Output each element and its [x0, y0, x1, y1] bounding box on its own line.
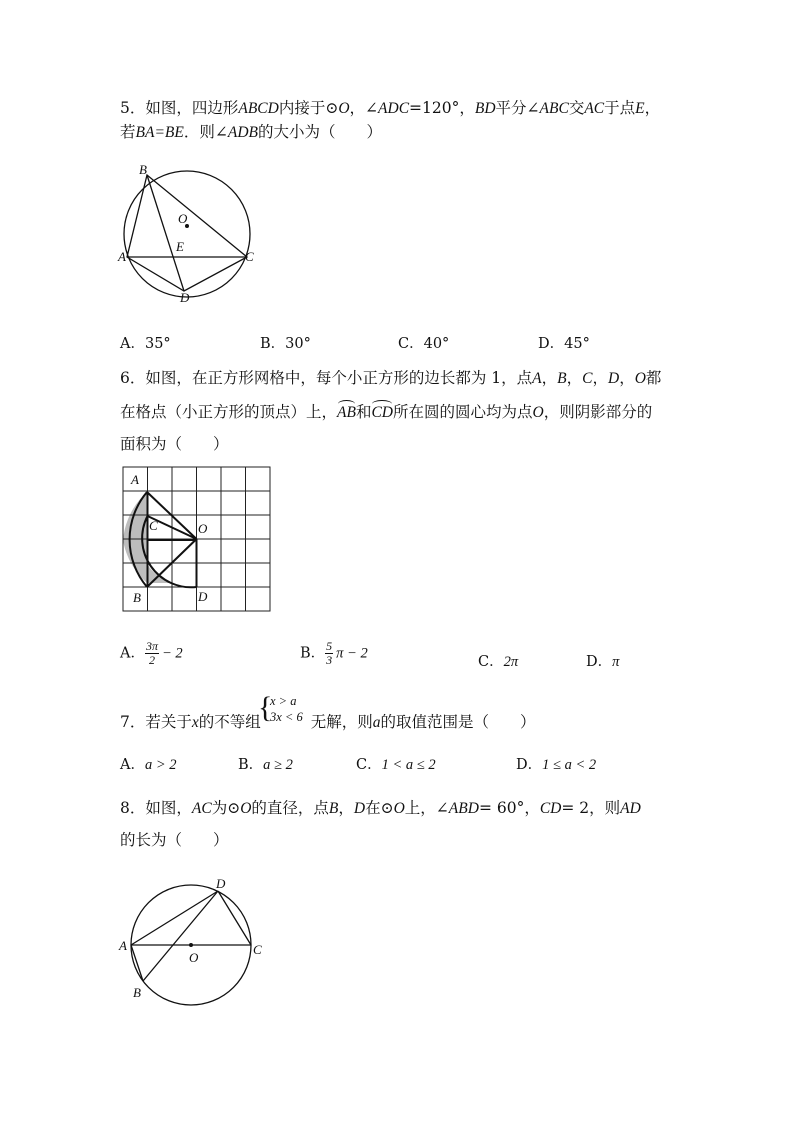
q7-text: 无解，则 — [310, 713, 373, 731]
option-expression: π − 2 — [336, 645, 368, 662]
q8-text: 8．如图， — [120, 799, 192, 817]
option-expression: 1 < a ≤ 2 — [381, 757, 436, 773]
label-b: B — [133, 985, 141, 1000]
label-d: D — [180, 290, 190, 305]
q5-option-b[interactable]: B．30° — [260, 336, 311, 352]
option-label: D． — [586, 654, 613, 670]
q7-text: 的不等组 — [198, 713, 261, 731]
q8-var: ABD — [448, 800, 479, 817]
q8-var: O — [393, 800, 405, 817]
q8-text: = 2，则 — [561, 799, 621, 817]
q6-option-c[interactable] — [478, 650, 518, 671]
q6-text: 在格点（小正方形的顶点）上， — [120, 403, 338, 421]
q8-text: 为⊙ — [211, 799, 241, 817]
q8-text: = 60°， — [478, 799, 540, 817]
option-expression: 2π — [503, 654, 519, 670]
q5-option-d[interactable]: D．45° — [538, 336, 590, 352]
q5-text: 交 — [568, 99, 585, 117]
q6-var: D — [607, 370, 620, 387]
label-a: A — [119, 938, 127, 953]
label-b: B — [139, 162, 147, 177]
q6-stem-line1 — [120, 368, 661, 389]
label-c: C — [253, 942, 262, 957]
segment-ab — [131, 945, 143, 981]
q5-var: ABC — [539, 100, 569, 117]
q8-circle-figure — [112, 872, 272, 1012]
q5-text: 于点 — [604, 99, 636, 117]
q6-var: A — [532, 370, 542, 387]
q8-stem-line2: 的长为（ ） — [120, 831, 229, 849]
q6-text: 6．如图，在正方形网格中，每个小正方形的边长都为 1，点 — [120, 369, 533, 387]
q6-option-d[interactable] — [586, 650, 619, 671]
q5-stem-line2 — [120, 122, 382, 143]
inequality-bottom: 3x < 6 — [270, 710, 303, 724]
q5-var: ADC — [378, 100, 410, 117]
q5-text: =120°， — [409, 99, 475, 117]
q7-text: 的取值范围是（ ） — [380, 713, 536, 731]
brace-symbol: { — [258, 691, 273, 724]
q5-text: 内接于⊙ — [278, 99, 339, 117]
q6-option-a[interactable] — [120, 640, 183, 667]
q8-var: AC — [191, 800, 212, 817]
option-label: A． — [120, 645, 145, 662]
q8-text: 在⊙ — [365, 799, 394, 817]
q5-var: BD — [474, 100, 496, 117]
fraction-denominator: 2 — [148, 653, 155, 667]
label-d: D — [216, 876, 226, 891]
q8-var: O — [240, 800, 252, 817]
q5-text: 5．如图，四边形 — [120, 99, 239, 117]
label-e: E — [176, 239, 184, 254]
q5-text: ，∠ — [349, 99, 379, 117]
label-o: O — [178, 211, 188, 226]
q8-text: 上，∠ — [404, 799, 449, 817]
option-label: B． — [238, 757, 264, 773]
q7-option-c[interactable] — [356, 753, 436, 774]
q7-option-a[interactable] — [120, 753, 177, 774]
q7-option-b[interactable] — [238, 753, 293, 774]
label-o: O — [198, 521, 208, 536]
q6-arc-ab: AB — [337, 404, 356, 421]
q5-text: 平分∠ — [495, 99, 540, 117]
label-o: O — [189, 950, 199, 965]
fraction — [325, 640, 333, 667]
q8-text: ， — [338, 799, 354, 817]
q5-circle-figure — [112, 160, 262, 310]
inequality-top: x > a — [270, 694, 297, 708]
fraction-numerator: 5 — [326, 639, 333, 653]
q7-var: x — [191, 714, 199, 731]
fraction-numerator: 3π — [145, 639, 158, 653]
q5-var: BA=BE — [135, 124, 184, 141]
q6-text: 所在圆的圆心均为点 — [393, 403, 533, 421]
quadrilateral-abcd — [127, 175, 247, 291]
q5-text: ， — [644, 99, 661, 117]
option-label: C． — [356, 757, 382, 773]
label-a: A — [118, 249, 126, 264]
q7-option-d[interactable] — [516, 753, 596, 774]
label-c: C — [149, 518, 158, 533]
q8-text: 的直径，点 — [251, 799, 329, 817]
q8-var: CD — [539, 800, 562, 817]
segment-bd — [147, 175, 184, 291]
q5-var: O — [338, 100, 350, 117]
option-label: C． — [478, 654, 504, 670]
q8-var: D — [353, 800, 366, 817]
q7-var: a — [372, 714, 381, 731]
q6-var: O — [532, 404, 544, 421]
q5-option-c[interactable]: C．40° — [398, 336, 450, 352]
option-label: B． — [300, 645, 326, 662]
q6-option-b[interactable] — [300, 640, 368, 667]
q5-stem-line1 — [120, 98, 660, 119]
option-expression: 1 ≤ a < 2 — [542, 757, 597, 773]
label-d: D — [198, 589, 208, 604]
option-expression: − 2 — [162, 645, 183, 662]
q7-inequality-system — [258, 691, 303, 725]
segment-db — [143, 891, 218, 981]
q6-var: O — [634, 370, 646, 387]
q6-text: ， — [541, 369, 558, 387]
fraction — [145, 640, 159, 667]
q5-text: 若 — [120, 123, 136, 141]
q6-text: 和 — [355, 403, 372, 421]
center-point-o — [189, 943, 193, 947]
q6-text: 都 — [645, 369, 662, 387]
option-expression: a ≥ 2 — [263, 757, 293, 773]
option-label: D． — [516, 757, 543, 773]
label-a: A — [131, 472, 139, 487]
q8-stem-line1 — [120, 798, 641, 819]
q6-var: B — [557, 370, 567, 387]
q6-var: C — [582, 370, 593, 387]
label-b: B — [133, 590, 141, 605]
label-c: C — [245, 249, 254, 264]
q6-arc-cd: CD — [371, 404, 394, 421]
option-label: A． — [120, 757, 145, 773]
q6-text: ，则阴影部分的 — [543, 403, 653, 421]
segment-ad — [131, 891, 218, 945]
q7-text: 7．若关于 — [120, 713, 192, 731]
option-expression: π — [612, 654, 620, 670]
q8-var: B — [328, 800, 339, 817]
fraction-denominator: 3 — [326, 653, 333, 667]
q6-grid-figure — [118, 462, 278, 612]
q5-option-a[interactable]: A．35° — [120, 336, 171, 352]
q5-var: AC — [584, 100, 605, 117]
segment-dc — [218, 891, 251, 945]
option-expression: a > 2 — [144, 757, 177, 773]
q8-var: AD — [620, 800, 641, 817]
q6-text: ， — [619, 369, 635, 387]
q6-stem-line3: 面积为（ ） — [120, 435, 229, 453]
q5-var: E — [635, 100, 645, 117]
q7-stem — [120, 712, 536, 733]
q6-text: ， — [592, 369, 608, 387]
q5-var: ABCD — [238, 100, 279, 117]
q5-var: ADB — [227, 124, 258, 141]
q5-text: ．则∠ — [183, 123, 228, 141]
q6-stem-line2 — [120, 402, 652, 423]
q6-text: ， — [566, 369, 583, 387]
q5-text: 的大小为（ ） — [258, 123, 383, 141]
